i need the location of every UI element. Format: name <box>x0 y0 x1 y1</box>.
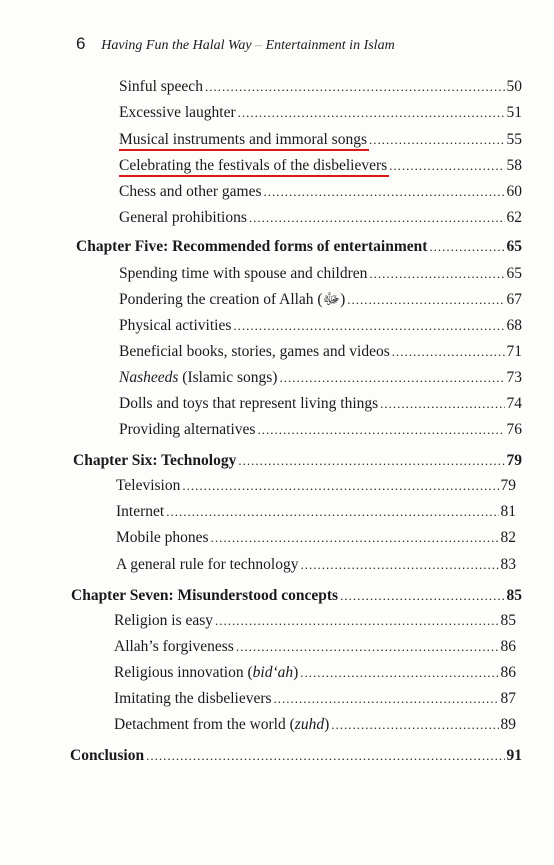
toc-entry-label <box>73 451 236 471</box>
toc-page-number: 91 <box>506 747 522 764</box>
toc-page-number: 58 <box>506 157 522 174</box>
toc-entry <box>119 420 522 440</box>
toc-entry <box>114 715 516 735</box>
toc-entry-text: Dolls and toys that represent living things <box>119 395 379 412</box>
toc-entry-label <box>114 637 234 657</box>
toc-entry-text: A general rule for technology <box>116 556 299 573</box>
toc-page-number: 87 <box>500 690 516 707</box>
dot-leader <box>429 240 504 253</box>
toc-entry-text-end: ) <box>293 664 299 681</box>
toc-entry-italic: zuhd <box>294 716 325 733</box>
toc-page-number: 86 <box>500 638 516 655</box>
page-number: 6 <box>76 34 86 53</box>
toc-entry-label <box>116 502 164 522</box>
toc-entry-label <box>114 611 213 631</box>
toc-entry-label <box>119 368 277 388</box>
dot-leader <box>233 319 504 332</box>
dot-leader <box>369 133 505 146</box>
dot-leader <box>257 423 504 436</box>
toc-entry-label <box>116 555 299 575</box>
toc-page-number: 65 <box>506 265 522 282</box>
toc-entry <box>114 689 516 709</box>
toc-entry-label <box>119 208 247 228</box>
toc-page-number: 50 <box>506 78 522 95</box>
toc-page-number: 85 <box>500 612 516 629</box>
toc-page-number: 81 <box>500 503 516 520</box>
toc-entry-text: Mobile phones <box>116 529 209 546</box>
dot-leader <box>249 211 505 224</box>
toc-entry <box>119 156 522 176</box>
toc-entry-label <box>76 237 427 257</box>
toc-entry <box>116 502 516 522</box>
toc-entry-label <box>119 394 378 414</box>
toc-entry-text: Excessive laughter <box>119 104 236 121</box>
dot-leader <box>340 589 504 602</box>
toc-entry-label <box>119 264 367 284</box>
book-subtitle: Entertainment in Islam <box>265 38 395 53</box>
toc-page-number: 74 <box>506 395 522 412</box>
toc-entry-label <box>119 182 261 202</box>
toc-entry-text: Detachment from the world ( <box>114 716 295 733</box>
toc-page-number: 86 <box>500 664 516 681</box>
toc-page-number: 60 <box>506 183 522 200</box>
toc-entry-label <box>119 156 387 176</box>
dot-leader <box>182 479 498 492</box>
toc-entry-label <box>70 746 144 766</box>
toc-entry-italic: Nasheeds <box>119 369 179 386</box>
toc-entry-text: Chapter Six: Technology <box>73 452 237 469</box>
toc-page-number: 85 <box>506 587 522 604</box>
toc-page-number: 82 <box>500 529 516 546</box>
toc-entry <box>119 103 522 123</box>
toc-entry-label <box>114 663 298 683</box>
toc-entry <box>119 290 522 310</box>
toc-entry-text: Chess and other games <box>119 183 262 200</box>
dot-leader <box>389 159 504 172</box>
toc-entry-text: (Islamic songs) <box>178 369 278 386</box>
dot-leader <box>238 454 504 467</box>
toc-entry <box>119 342 522 362</box>
red-underline <box>119 175 389 177</box>
toc-entry-text: Religion is easy <box>114 612 214 629</box>
toc-entry <box>116 555 516 575</box>
toc-entry-label <box>119 316 231 336</box>
toc-entry-label <box>119 77 203 97</box>
dot-leader <box>392 345 505 358</box>
red-underline <box>119 149 369 151</box>
dot-leader <box>369 267 504 280</box>
toc-entry <box>114 611 516 631</box>
dot-leader <box>236 640 499 653</box>
toc-entry-label <box>119 342 390 362</box>
title-dash: – <box>251 38 266 53</box>
toc-entry-label <box>71 586 338 606</box>
toc-page-number: 68 <box>506 317 522 334</box>
toc-page-number: 89 <box>500 716 516 733</box>
toc-entry-text: General prohibitions <box>119 209 247 226</box>
dot-leader <box>238 106 505 119</box>
toc-page-number: 79 <box>506 452 522 469</box>
dot-leader <box>301 558 499 571</box>
toc-page-number: 65 <box>506 238 522 255</box>
toc-entry-text: Sinful speech <box>119 78 203 95</box>
toc-entry-text: Musical instruments and immoral songs <box>119 131 367 148</box>
toc-entry-text: Physical activities <box>119 317 232 334</box>
book-title: Having Fun the Halal Way <box>101 38 252 53</box>
toc-entry-italic: bid‘ah <box>252 664 294 681</box>
toc-chapter-entry <box>71 586 522 606</box>
toc-entry-text: Internet <box>116 503 165 520</box>
toc-entry-text: Celebrating the festivals of the disbelievers <box>119 157 388 174</box>
toc-entry-text: Beneficial books, stories, games and videos <box>119 343 390 360</box>
toc-chapter-entry <box>76 237 522 257</box>
toc-entry <box>119 77 522 97</box>
toc-chapter-entry <box>73 451 522 471</box>
toc-entry-label <box>119 130 367 150</box>
toc-entry-text-end: ) <box>324 716 330 733</box>
toc-entry-label <box>116 476 180 496</box>
toc-entry-text: Pondering the creation of Allah (ﷻ) <box>119 291 346 308</box>
toc-page-number: 83 <box>500 556 516 573</box>
toc-entry <box>119 130 522 150</box>
toc-entry-text: Chapter Five: Recommended forms of entertainment <box>76 238 428 255</box>
toc-entry-label <box>114 715 329 735</box>
toc-entry-label <box>119 420 255 440</box>
toc-entry <box>114 663 516 683</box>
toc-entry-text: Chapter Seven: Misunderstood concepts <box>71 587 339 604</box>
toc-entry-label <box>119 103 236 123</box>
toc-entry-label <box>119 290 345 310</box>
dot-leader <box>205 80 505 93</box>
toc-entry <box>119 394 522 414</box>
dot-leader <box>331 718 498 731</box>
toc-page-number: 62 <box>506 209 522 226</box>
dot-leader <box>166 505 498 518</box>
toc-page-number: 79 <box>500 477 516 494</box>
dot-leader <box>274 692 499 705</box>
toc-entry-text: Imitating the disbelievers <box>114 690 272 707</box>
toc-entry <box>114 637 516 657</box>
toc-page-number: 76 <box>506 421 522 438</box>
toc-page-number: 55 <box>506 131 522 148</box>
dot-leader <box>263 185 504 198</box>
toc-entry-text: Religious innovation ( <box>114 664 253 681</box>
dot-leader <box>146 749 504 762</box>
toc-entry <box>119 264 522 284</box>
toc-entry <box>119 208 522 228</box>
toc-entry <box>116 528 516 548</box>
dot-leader <box>279 371 504 384</box>
toc-entry <box>119 316 522 336</box>
toc-page-number: 71 <box>506 343 522 360</box>
toc-entry-text: Spending time with spouse and children <box>119 265 368 282</box>
toc-entry <box>119 368 522 388</box>
toc-entry <box>116 476 516 496</box>
toc-page-number: 73 <box>506 369 522 386</box>
toc-entry-text: Conclusion <box>70 747 145 764</box>
toc-entry-text: Television <box>116 477 181 494</box>
toc-page-number: 67 <box>506 291 522 308</box>
toc-entry-text: Allah’s forgiveness <box>114 638 234 655</box>
toc-page-number: 51 <box>506 104 522 121</box>
dot-leader <box>347 293 504 306</box>
toc-entry-text: Providing alternatives <box>119 421 256 438</box>
dot-leader <box>211 531 499 544</box>
dot-leader <box>215 614 498 627</box>
toc-entry-label <box>114 689 272 709</box>
dot-leader <box>380 397 504 410</box>
toc-entry <box>119 182 522 202</box>
toc-chapter-entry <box>70 746 522 766</box>
toc-entry-label <box>116 528 209 548</box>
dot-leader <box>300 666 498 679</box>
